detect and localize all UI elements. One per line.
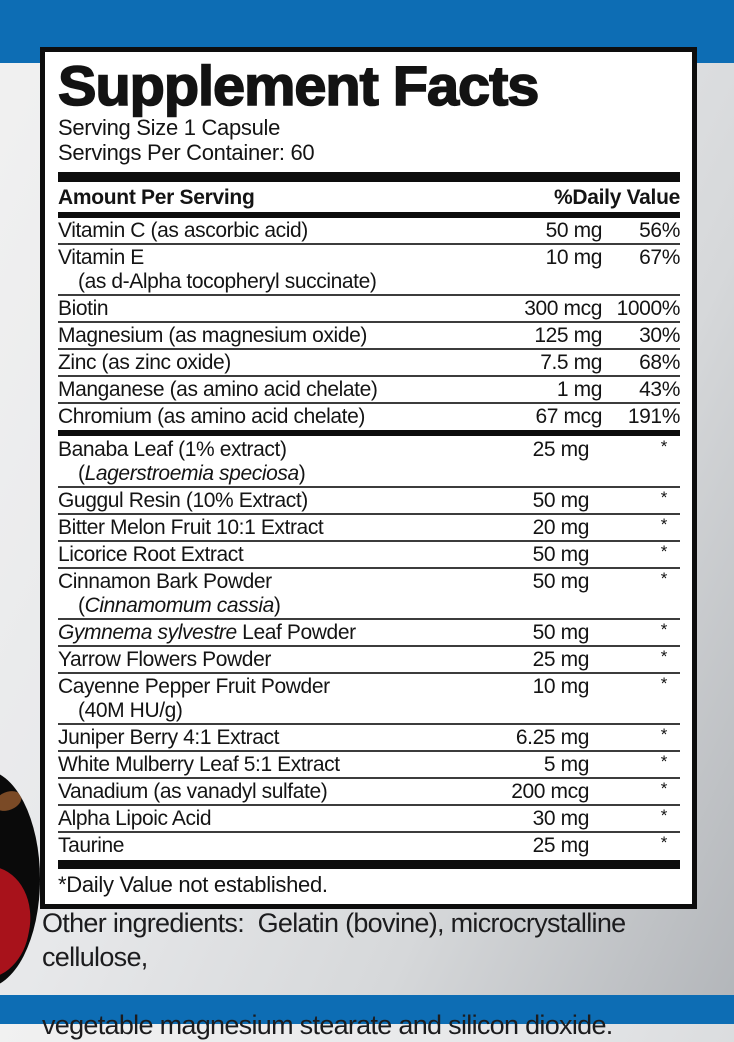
ingredient-daily-value: * [660, 752, 667, 771]
ingredient-row [58, 542, 680, 567]
ingredient-text: Cayenne Pepper Fruit Powder [58, 675, 330, 698]
bottle-cap-fragment [0, 787, 24, 814]
ingredient-text: Taurine [58, 834, 125, 857]
ingredient-daily-value: * [660, 833, 667, 852]
ingredient-amount: 6.25 mg [515, 726, 589, 749]
ingredient-amount: 125 mg [534, 324, 602, 347]
ingredient-text: Magnesium (as magnesium oxide) [58, 324, 367, 347]
ingredient-row [58, 296, 680, 321]
ingredient-daily-value: 67% [639, 246, 680, 269]
ingredient-name [58, 542, 477, 567]
ingredient-row [58, 779, 680, 804]
ingredient-text: Cinnamon Bark Powder [58, 570, 272, 593]
ingredient-name [58, 488, 477, 513]
ingredient-name [58, 620, 477, 645]
ingredient-row [58, 674, 680, 723]
ingredient-text: Cinnamomum cassia [84, 594, 274, 617]
ingredient-row [58, 404, 680, 429]
ingredient-row [58, 647, 680, 672]
panel-title: Supplement Facts [58, 54, 539, 117]
ingredient-name [58, 752, 477, 777]
ingredient-amount: 50 mg [532, 570, 589, 593]
ingredient-subline [58, 594, 680, 618]
ingredient-name [58, 377, 490, 402]
ingredient-text: Bitter Melon Fruit 10:1 Extract [58, 516, 324, 539]
ingredient-text: Biotin [58, 297, 109, 320]
ingredient-daily-value: * [660, 569, 667, 588]
ingredient-amount: 20 mg [532, 516, 589, 539]
ingredient-amount: 50 mg [532, 621, 589, 644]
ingredient-daily-value: * [660, 515, 667, 534]
thick-divider [58, 430, 680, 436]
ingredient-daily-value: * [660, 674, 667, 693]
ingredient-daily-value: * [660, 806, 667, 825]
ingredient-amount: 25 mg [532, 648, 589, 671]
ingredient-text: ) [298, 462, 306, 485]
ingredient-amount: 25 mg [532, 834, 589, 857]
ingredient-name [58, 437, 477, 462]
ingredient-amount: 5 mg [543, 753, 589, 776]
ingredient-name [58, 569, 477, 594]
ingredient-text: Vitamin C (as ascorbic acid) [58, 219, 308, 242]
ingredient-name [58, 515, 477, 540]
ingredient-text: White Mulberry Leaf 5:1 Extract [58, 753, 340, 776]
ingredient-text: ) [273, 594, 281, 617]
ingredient-text: Manganese (as amino acid chelate) [58, 378, 378, 401]
ingredient-text: Yarrow Flowers Powder [58, 648, 271, 671]
ingredient-amount: 200 mcg [511, 780, 589, 803]
column-header-row [58, 185, 680, 210]
ingredient-daily-value: * [660, 542, 667, 561]
ingredient-name [58, 350, 490, 375]
ingredient-text: Chromium (as amino acid chelate) [58, 405, 365, 428]
ingredient-row [58, 569, 680, 618]
ingredient-rows [58, 218, 680, 858]
ingredient-row [58, 437, 680, 486]
thick-divider [58, 860, 680, 869]
ingredient-name [58, 296, 490, 321]
ingredient-row [58, 725, 680, 750]
bottle-red-label-fragment [0, 858, 40, 986]
ingredient-amount: 1 mg [556, 378, 602, 401]
ingredient-text: Banaba Leaf (1% extract) [58, 438, 287, 461]
ingredient-amount: 300 mcg [524, 297, 602, 320]
ingredient-row [58, 806, 680, 831]
ingredient-text: (40M HU/g) [78, 699, 183, 722]
ingredient-name [58, 245, 490, 270]
ingredient-daily-value: 191% [627, 405, 680, 428]
ingredient-name [58, 725, 477, 750]
other-ingredients-line2: vegetable magnesium stearate and silicon dioxide. [42, 1010, 613, 1040]
ingredient-row [58, 218, 680, 243]
ingredient-text: Licorice Root Extract [58, 543, 244, 566]
ingredient-amount: 10 mg [532, 675, 589, 698]
ingredient-text: Zinc (as zinc oxide) [58, 351, 231, 374]
daily-value-header: %Daily Value [554, 186, 680, 209]
ingredient-name [58, 323, 490, 348]
ingredient-amount: 10 mg [545, 246, 602, 269]
bottle-fragment [0, 770, 40, 988]
ingredient-row [58, 515, 680, 540]
ingredient-daily-value: * [660, 437, 667, 456]
ingredient-row [58, 620, 680, 645]
ingredient-subline [58, 699, 680, 723]
ingredient-text: Vanadium (as vanadyl sulfate) [58, 780, 328, 803]
ingredient-name [58, 674, 477, 699]
ingredient-daily-value: 68% [639, 351, 680, 374]
ingredient-text: Lagerstroemia speciosa [84, 462, 299, 485]
ingredient-amount: 30 mg [532, 807, 589, 830]
ingredient-daily-value: * [660, 779, 667, 798]
ingredient-text: Vitamin E [58, 246, 144, 269]
ingredient-subline [58, 462, 680, 486]
ingredient-text: Guggul Resin (10% Extract) [58, 489, 308, 512]
thick-divider [58, 172, 680, 182]
daily-value-footnote: *Daily Value not established. [58, 872, 328, 897]
ingredient-subline [58, 270, 680, 294]
servings-per-container: Servings Per Container: 60 [58, 140, 315, 165]
ingredient-amount: 67 mcg [535, 405, 602, 428]
other-ingredients [42, 906, 707, 1042]
supplement-facts-panel [40, 47, 697, 909]
ingredient-row [58, 488, 680, 513]
ingredient-amount: 50 mg [532, 543, 589, 566]
ingredient-row [58, 350, 680, 375]
ingredient-name [58, 218, 490, 243]
ingredient-daily-value: 56% [639, 219, 680, 242]
ingredient-row [58, 377, 680, 402]
ingredient-row [58, 245, 680, 294]
ingredient-row [58, 752, 680, 777]
ingredient-daily-value: 43% [639, 378, 680, 401]
ingredient-daily-value: * [660, 488, 667, 507]
ingredient-daily-value: * [660, 725, 667, 744]
ingredient-text: ( [78, 594, 85, 617]
ingredient-amount: 50 mg [545, 219, 602, 242]
amount-per-serving-header: Amount Per Serving [58, 186, 255, 209]
ingredient-name [58, 647, 477, 672]
ingredient-daily-value: 30% [639, 324, 680, 347]
ingredient-text: Leaf Powder [236, 621, 356, 644]
ingredient-text: Juniper Berry 4:1 Extract [58, 726, 280, 749]
ingredient-daily-value: * [660, 647, 667, 666]
serving-size: Serving Size 1 Capsule [58, 115, 281, 140]
ingredient-daily-value: * [660, 620, 667, 639]
ingredient-name [58, 404, 490, 429]
ingredient-text: ( [78, 462, 85, 485]
ingredient-amount: 50 mg [532, 489, 589, 512]
ingredient-name [58, 833, 477, 858]
ingredient-text: Alpha Lipoic Acid [58, 807, 212, 830]
ingredient-text: (as d-Alpha tocopheryl succinate) [78, 270, 377, 293]
ingredient-row [58, 323, 680, 348]
ingredient-amount: 25 mg [532, 438, 589, 461]
ingredient-daily-value: 1000% [616, 297, 680, 320]
ingredient-text: Gymnema sylvestre [58, 621, 237, 644]
other-ingredients-line1: Other ingredients: Gelatin (bovine), microcrystalline cellulose, [42, 908, 633, 972]
ingredient-name [58, 806, 477, 831]
ingredient-amount: 7.5 mg [540, 351, 602, 374]
ingredient-row [58, 833, 680, 858]
ingredient-name [58, 779, 477, 804]
